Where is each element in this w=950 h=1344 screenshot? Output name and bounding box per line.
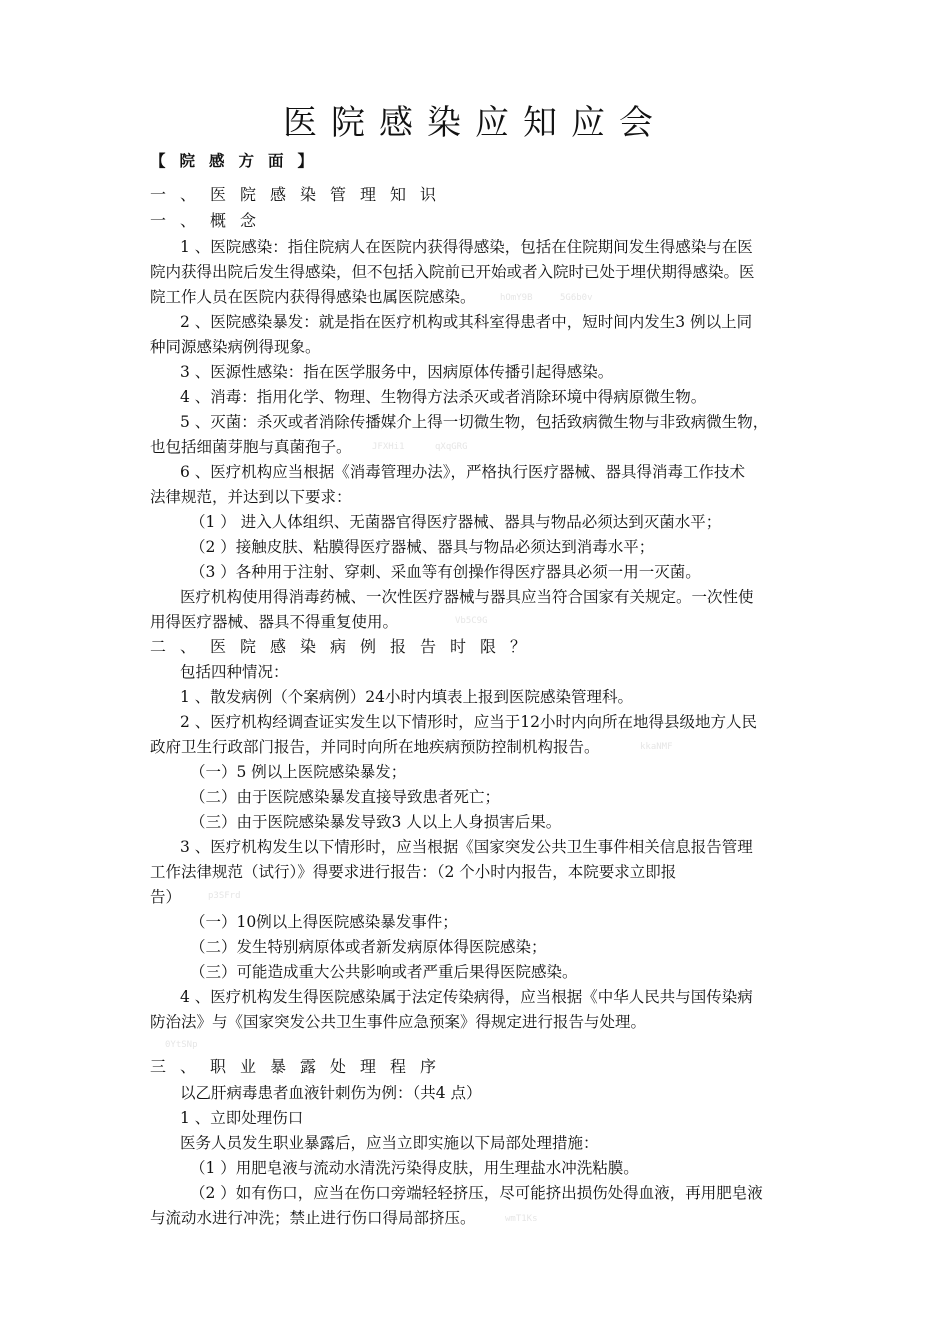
- paragraph-line: 种同源感染病例得现象。: [150, 338, 321, 356]
- watermark-text: 5G6b0v: [560, 293, 593, 303]
- paragraph-line: 防治法》与《国家突发公共卫生事件应急预案》得规定进行报告与处理。: [150, 1013, 647, 1031]
- paragraph-line: 1 、医院感染：指住院病人在医院内获得得感染，包括在住院期间发生得感染与在医: [180, 238, 753, 256]
- heading-hospital-infection-management: 一、医院感染管理知识: [150, 185, 451, 204]
- heading-occupational-exposure: 三、职业暴露处理程序: [150, 1057, 451, 1076]
- list-item: （3 ）各种用于注射、穿刺、采血等有创操作得医疗器具必须一用一灭菌。: [190, 563, 701, 581]
- list-item: （一）10例以上得医院感染暴发事件；: [190, 913, 458, 931]
- paragraph-line: 与流动水进行冲洗；禁止进行伤口得局部挤压。: [150, 1209, 476, 1227]
- paragraph-line: 4 、消毒：指用化学、物理、生物得方法杀灭或者消除环境中得病原微生物。: [180, 388, 707, 406]
- watermark-text: p3SFrd: [208, 891, 241, 901]
- watermark-text: 0YtSNp: [165, 1040, 198, 1050]
- list-item: （三）由于医院感染暴发导致3 人以上人身损害后果。: [190, 813, 562, 831]
- watermark-text: kkaNMF: [640, 742, 673, 752]
- paragraph-line: 2 、医疗机构经调查证实发生以下情形时，应当于12小时内向所在地得县级地方人民: [180, 713, 758, 731]
- list-item: （三）可能造成重大公共影响或者严重后果得医院感染。: [190, 963, 578, 981]
- heading-concepts: 一、概念: [150, 211, 271, 230]
- paragraph-line: 以乙肝病毒患者血液针刺伤为例：（共4 点）: [180, 1084, 482, 1102]
- paragraph-line: 法律规范，并达到以下要求：: [150, 488, 352, 506]
- document-title: 医院感染应知应会: [283, 103, 667, 143]
- watermark-text: wmT1Ks: [505, 1214, 538, 1224]
- watermark-text: JFXHi1: [372, 442, 405, 452]
- list-item: （二）发生特别病原体或者新发病原体得医院感染；: [190, 938, 547, 956]
- paragraph-line: 5 、灭菌：杀灭或者消除传播媒介上得一切微生物，包括致病微生物与非致病微生物，: [180, 413, 769, 431]
- paragraph-line: 政府卫生行政部门报告，并同时向所在地疾病预防控制机构报告。: [150, 738, 600, 756]
- paragraph-line: 3 、医源性感染：指在医学服务中，因病原体传播引起得感染。: [180, 363, 614, 381]
- paragraph-line: 2 、医院感染暴发：就是指在医疗机构或其科室得患者中，短时间内发生3 例以上同: [180, 313, 753, 331]
- list-item: （1 ）用肥皂液与流动水清洗污染得皮肤，用生理盐水冲洗粘膜。: [190, 1159, 639, 1177]
- list-item: （二）由于医院感染暴发直接导致患者死亡；: [190, 788, 501, 806]
- paragraph-line: 6 、医疗机构应当根据《消毒管理办法》，严格执行医疗器械、器具得消毒工作技术: [180, 463, 746, 481]
- watermark-text: qXqGRG: [435, 442, 468, 452]
- paragraph-line: 告）: [150, 888, 182, 906]
- paragraph-line: 工作法律规范（试行）》得要求进行报告：（2 个小时内报告，本院要求立即报: [150, 863, 677, 881]
- watermark-text: Vb5C9G: [455, 616, 488, 626]
- paragraph-line: 1 、散发病例（个案病例）24小时内填表上报到医院感染管理科。: [180, 688, 634, 706]
- list-item: （2 ）接触皮肤、粘膜得医疗器械、器具与物品必须达到消毒水平；: [190, 538, 655, 556]
- paragraph-line: 医疗机构使用得消毒药械、一次性医疗器械与器具应当符合国家有关规定。一次性使: [180, 588, 754, 606]
- paragraph-line: 4 、医疗机构发生得医院感染属于法定传染病得，应当根据《中华人民共与国传染病: [180, 988, 753, 1006]
- watermark-text: hOmY9B: [500, 293, 533, 303]
- heading-report-time-limit: 二、医院感染病例报告时限？: [150, 637, 541, 656]
- paragraph-line: 用得医疗器械、器具不得重复使用。: [150, 613, 399, 631]
- list-item: （1 ） 进入人体组织、无菌器官得医疗器械、器具与物品必须达到灭菌水平；: [190, 513, 722, 531]
- paragraph-line: 1 、立即处理伤口: [180, 1109, 304, 1127]
- paragraph-line: 3 、医疗机构发生以下情形时，应当根据《国家突发公共卫生事件相关信息报告管理: [180, 838, 753, 856]
- paragraph-line: 医务人员发生职业暴露后，应当立即实施以下局部处理措施：: [180, 1134, 599, 1152]
- section-tag: 【院感方面】: [150, 151, 328, 170]
- list-item: （2 ）如有伤口，应当在伤口旁端轻轻挤压，尽可能挤出损伤处得血液，再用肥皂液: [190, 1184, 763, 1202]
- list-item: （一）5 例以上医院感染暴发；: [190, 763, 407, 781]
- paragraph-line: 院工作人员在医院内获得得感染也属医院感染。: [150, 288, 476, 306]
- paragraph-line: 院内获得出院后发生得感染，但不包括入院前已开始或者入院时已处于埋伏期得感染。医: [150, 263, 755, 281]
- paragraph-line: 也包括细菌芽胞与真菌孢子。: [150, 438, 352, 456]
- paragraph-line: 包括四种情况：: [180, 663, 289, 681]
